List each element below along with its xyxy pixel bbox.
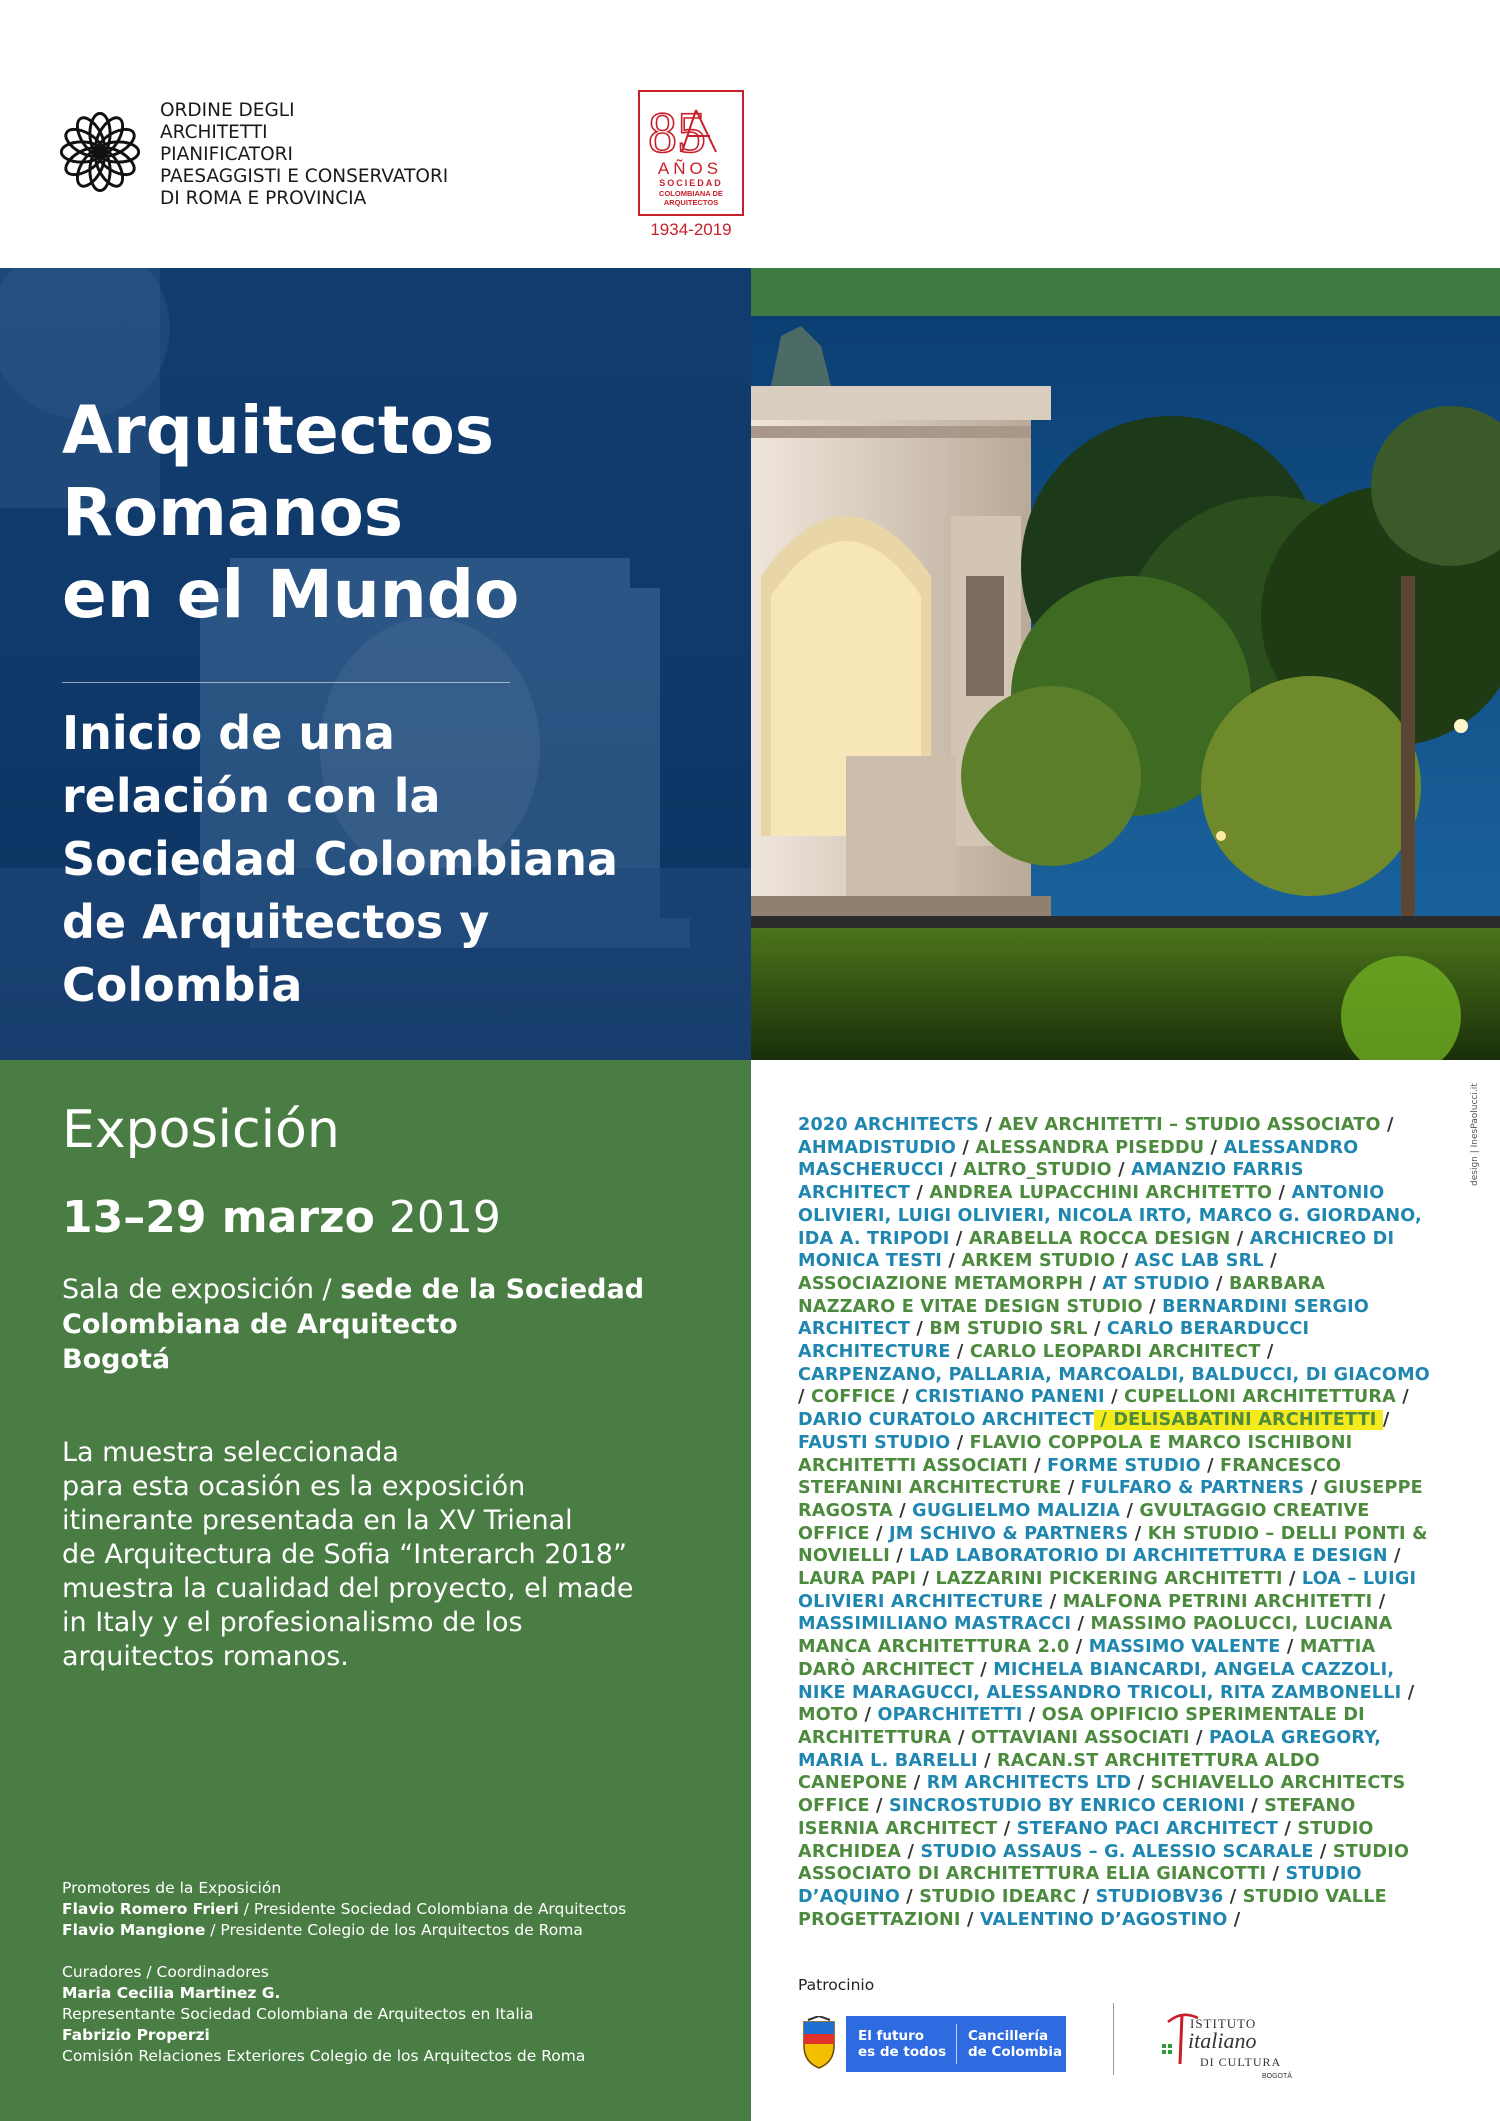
- participants-line: [798, 1318, 1448, 1341]
- participant-name: LOA – LUIGI: [1301, 1569, 1417, 1590]
- participants-line: [798, 1477, 1448, 1500]
- participant-name: MATTIA: [1299, 1637, 1376, 1658]
- participant-name: STEFANO PACI ARCHITECT: [1016, 1818, 1279, 1839]
- description-line: de Arquitectura de Sofia “Interarch 2018”: [62, 1539, 627, 1570]
- rosette-logo-icon: [54, 106, 146, 198]
- participant-name: BERNARDINI SERGIO: [1162, 1296, 1370, 1317]
- oar-line: ORDINE DEGLI: [160, 100, 295, 121]
- separator: /: [1200, 1455, 1221, 1476]
- participant-name: LAURA PAPI: [798, 1569, 917, 1590]
- participant-name: ALTRO_STUDIO: [963, 1160, 1112, 1181]
- patrocinio-divider: [1113, 2003, 1114, 2075]
- iic-line: italiano: [1188, 2028, 1257, 2053]
- separator: /: [1382, 1410, 1390, 1431]
- participants-line: [798, 1250, 1448, 1273]
- separator: /: [1069, 1637, 1089, 1658]
- sca-line: SOCIEDAD: [659, 178, 723, 188]
- participant-name: AEV ARCHITETTI – STUDIO ASSOCIATO: [998, 1115, 1381, 1135]
- separator: /: [910, 1183, 930, 1204]
- sca-anos: AÑOS: [657, 159, 723, 178]
- participants-line: [798, 1613, 1448, 1636]
- separator: /: [798, 1387, 811, 1408]
- participant-name: FRANCESCO: [1220, 1455, 1342, 1476]
- participant-name: PROGETTAZIONI: [798, 1909, 961, 1930]
- ordine-architetti-name: [160, 100, 500, 210]
- separator: /: [1115, 1251, 1135, 1272]
- participants-line: [798, 1682, 1448, 1705]
- separator: /: [973, 1659, 994, 1680]
- participant-name: ARABELLA ROCCA DESIGN: [968, 1228, 1231, 1249]
- dates-range: 13–29 marzo: [62, 1192, 375, 1243]
- participant-name: FULFARO & PARTNERS: [1080, 1478, 1305, 1499]
- separator: /: [889, 1546, 910, 1567]
- separator: /: [942, 1251, 962, 1272]
- participants-line: [798, 1273, 1448, 1296]
- separator: /: [949, 1228, 969, 1249]
- separator: /: [950, 1342, 970, 1363]
- participants-line: [798, 1636, 1448, 1659]
- separator: /: [1380, 1115, 1394, 1135]
- oar-line: DI ROMA E PROVINCIA: [160, 188, 367, 209]
- participants-line: [798, 1523, 1448, 1546]
- participants-line: [798, 1205, 1448, 1228]
- participants-line: [798, 1545, 1448, 1568]
- participant-name: ASSOCIATO DI ARCHITETTURA ELIA GIANCOTTI: [798, 1864, 1267, 1885]
- sca-years: 1934-2019: [650, 220, 732, 239]
- participant-name: MASCHERUCCI: [798, 1160, 944, 1181]
- participant-name: STUDIOBV36: [1095, 1886, 1224, 1907]
- participant-name: STEFANINI ARCHITECTURE: [798, 1478, 1062, 1499]
- participants-line: [798, 1137, 1448, 1160]
- participant-name: SCHIAVELLO ARCHITECTS: [1150, 1773, 1406, 1794]
- participant-name: OLIVIERI, LUIGI OLIVIERI, NICOLA IRTO, MARCO G. GIORDANO,: [798, 1205, 1422, 1226]
- participants-line: [798, 1159, 1448, 1182]
- participants-line: [798, 1455, 1448, 1478]
- title-line: Arquitectos: [62, 392, 495, 469]
- curador-name: Fabrizio Properzi: [62, 2026, 210, 2044]
- curador-role: Representante Sociedad Colombiana de Arquitectos en Italia: [62, 2005, 534, 2023]
- patrocinio-label: Patrocinio: [798, 1976, 875, 1994]
- participants-line: [798, 1591, 1448, 1614]
- separator: /: [1223, 1886, 1243, 1907]
- promotor-role: / Presidente Colegio de los Arquitectos de Roma: [205, 1921, 583, 1939]
- separator: /: [1304, 1478, 1324, 1499]
- gov-line: de Colombia: [968, 2044, 1063, 2060]
- participants-line: [798, 1364, 1448, 1387]
- separator: /: [1043, 1591, 1063, 1612]
- title-line: Romanos: [62, 474, 404, 551]
- participants-line: [798, 1341, 1448, 1364]
- curador-name: Maria Cecilia Martinez G.: [62, 1984, 281, 2002]
- participant-name: FLAVIO COPPOLA E MARCO ISCHIBONI: [969, 1432, 1353, 1453]
- participant-name: DARÒ ARCHITECT: [798, 1659, 974, 1680]
- participant-name: RACAN.ST ARCHITETTURA ALDO: [997, 1750, 1320, 1771]
- participant-name: MONICA TESTI: [798, 1251, 943, 1272]
- separator: /: [1372, 1591, 1386, 1612]
- participants-line: [798, 1114, 1448, 1137]
- participant-name: PAOLA GREGORY,: [1208, 1727, 1382, 1748]
- participant-name: CARLO LEOPARDI ARCHITECT: [969, 1342, 1261, 1363]
- separator: /: [1142, 1296, 1163, 1317]
- gov-line: El futuro: [858, 2028, 925, 2044]
- participant-name: OTTAVIANI ASSOCIATI: [970, 1727, 1190, 1748]
- participant-name: FORME STUDIO: [1047, 1455, 1201, 1476]
- participants-line: [798, 1500, 1448, 1523]
- participant-name: VALENTINO D’AGOSTINO: [979, 1909, 1228, 1930]
- separator: /: [916, 1569, 936, 1590]
- separator: /: [943, 1160, 964, 1181]
- participant-name: ARCHICREO DI: [1249, 1228, 1395, 1249]
- participants-line: [798, 1228, 1448, 1251]
- separator: /: [1263, 1251, 1277, 1272]
- participant-name: ARCHITECTURE: [798, 1342, 951, 1363]
- separator: /: [1387, 1546, 1401, 1567]
- separator: /: [1083, 1273, 1103, 1294]
- exhibition-dates: [62, 1192, 501, 1244]
- participant-name: STUDIO: [1285, 1864, 1362, 1885]
- separator: /: [1209, 1273, 1229, 1294]
- participant-name: STUDIO VALLE: [1242, 1886, 1387, 1907]
- separator: /: [1111, 1160, 1132, 1181]
- venue-block: [62, 1272, 742, 1377]
- info-panel: [0, 1060, 751, 2121]
- participant-name: ARCHITECT: [798, 1183, 911, 1204]
- participant-name: ARKEM STUDIO: [961, 1251, 1116, 1272]
- participant-name: MICHELA BIANCARDI, ANGELA CAZZOLI,: [993, 1659, 1395, 1680]
- separator: /: [1244, 1796, 1265, 1817]
- participants-line: [798, 1409, 1448, 1432]
- promotor-name: Flavio Romero Frieri: [62, 1900, 239, 1918]
- participant-name: KH STUDIO – DELLI PONTI &: [1147, 1523, 1428, 1544]
- participant-name: BM STUDIO SRL: [929, 1319, 1088, 1340]
- participant-name: FAUSTI STUDIO: [798, 1432, 951, 1453]
- participants-line: [798, 1863, 1448, 1886]
- separator: /: [1278, 1818, 1298, 1839]
- separator: /: [979, 1115, 999, 1135]
- separator: /: [1027, 1455, 1048, 1476]
- subtitle-line: Colombia: [62, 958, 303, 1012]
- subtitle-line: relación con la: [62, 769, 441, 823]
- participants-list: [798, 1114, 1448, 1931]
- participant-name: LAZZARINI PICKERING ARCHITETTI: [935, 1569, 1283, 1590]
- separator: /: [950, 1432, 970, 1453]
- separator: /: [1120, 1500, 1140, 1521]
- participant-name: MOTO: [798, 1705, 859, 1726]
- participant-name: OPARCHITETTI: [877, 1705, 1023, 1726]
- participant-name: COFFICE: [810, 1387, 896, 1408]
- iic-line: ISTITUTO: [1190, 2016, 1257, 2031]
- separator: /: [1076, 1886, 1096, 1907]
- subtitle-line: de Arquitectos y: [62, 895, 490, 949]
- description-line: La muestra seleccionada: [62, 1437, 399, 1468]
- palazzo-night-photo: [751, 316, 1500, 1060]
- participant-name: AHMADISTUDIO: [798, 1137, 957, 1158]
- participant-name: SINCROSTUDIO BY ENRICO CERIONI: [888, 1796, 1245, 1817]
- separator: /: [1022, 1705, 1042, 1726]
- participants-line: [798, 1659, 1448, 1682]
- separator: /: [1313, 1841, 1333, 1862]
- separator: /: [901, 1841, 921, 1862]
- promotores-label: Promotores de la Exposición: [62, 1879, 282, 1897]
- participant-name: MARIA L. BARELLI: [798, 1750, 978, 1771]
- separator: /: [907, 1773, 927, 1794]
- separator: /: [1189, 1727, 1209, 1748]
- separator: /: [1282, 1569, 1302, 1590]
- participants-line: [798, 1432, 1448, 1455]
- venue-city: Bogotá: [62, 1344, 171, 1375]
- oar-line: PIANIFICATORI: [160, 144, 293, 165]
- title-divider: [62, 682, 510, 683]
- participants-line: [798, 1818, 1448, 1841]
- participant-name: GVULTAGGIO CREATIVE: [1139, 1500, 1370, 1521]
- gov-divider: [956, 2024, 957, 2064]
- separator: /: [1395, 1387, 1409, 1408]
- participants-line: [798, 1182, 1448, 1205]
- dates-year: 2019: [388, 1192, 501, 1243]
- participant-name: ISERNIA ARCHITECT: [798, 1818, 998, 1839]
- description-line: muestra la cualidad del proyecto, el made: [62, 1573, 634, 1604]
- separator: /: [892, 1500, 913, 1521]
- participant-name: OLIVIERI ARCHITECTURE: [798, 1591, 1044, 1612]
- exhibition-title: [62, 390, 702, 636]
- participants-line: [798, 1795, 1448, 1818]
- separator: /: [858, 1705, 878, 1726]
- subtitle-line: Inicio de una: [62, 706, 395, 760]
- participant-name: MANCA ARCHITETTURA 2.0: [798, 1637, 1070, 1658]
- separator: /: [951, 1727, 971, 1748]
- separator: /: [1230, 1228, 1250, 1249]
- participants-line: [798, 1750, 1448, 1773]
- venue-line: Colombiana de Arquitecto: [62, 1309, 458, 1340]
- participant-name: STUDIO: [1297, 1818, 1374, 1839]
- separator: /: [1280, 1637, 1300, 1658]
- participant-name: LAD LABORATORIO DI ARCHITETTURA E DESIGN: [909, 1546, 1388, 1567]
- description-line: in Italy y el profesionalismo de los: [62, 1607, 523, 1638]
- participant-name: ALESSANDRO: [1223, 1137, 1359, 1158]
- participant-name: OFFICE: [798, 1523, 870, 1544]
- separator: /: [1104, 1387, 1125, 1408]
- participants-line: [798, 1841, 1448, 1864]
- separator: /: [1266, 1864, 1286, 1885]
- header: [0, 0, 1500, 268]
- sca-line: ARQUITECTOS: [663, 198, 719, 207]
- description-line: para esta ocasión es la exposición: [62, 1471, 526, 1502]
- participants-line: [798, 1886, 1448, 1909]
- participant-name: RM ARCHITECTS LTD: [926, 1773, 1132, 1794]
- venue-line: sede de la Sociedad: [340, 1274, 645, 1305]
- participant-name: ANDREA LUPACCHINI ARCHITETTO: [929, 1183, 1273, 1204]
- description-line: itinerante presentada en la XV Trienal: [62, 1505, 573, 1536]
- separator: /: [910, 1319, 930, 1340]
- participant-name: AT STUDIO: [1102, 1273, 1210, 1294]
- iic-line: BOGOTÁ: [1262, 2073, 1292, 2080]
- separator: /: [1071, 1614, 1091, 1635]
- separator: /: [1227, 1909, 1241, 1930]
- separator: /: [899, 1886, 920, 1907]
- participant-name: ARCHITECT: [798, 1319, 911, 1340]
- participant-name: D’AQUINO: [798, 1886, 900, 1907]
- participant-name: OFFICE: [798, 1796, 870, 1817]
- description-line: arquitectos romanos.: [62, 1641, 349, 1672]
- separator: /: [869, 1523, 889, 1544]
- subtitle-line: Sociedad Colombiana: [62, 832, 619, 886]
- sca-85-anos-logo: [638, 90, 748, 240]
- participant-name: CARPENZANO, PALLARIA, MARCOALDI, BALDUCCI, DI GIACOMO: [798, 1364, 1430, 1385]
- promotor-role: / Presidente Sociedad Colombiana de Arquitectos: [238, 1900, 627, 1918]
- participant-name: CANEPONE: [798, 1773, 908, 1794]
- participants-line: [798, 1772, 1448, 1795]
- participant-name: ARCHITETTURA: [798, 1727, 952, 1748]
- participant-name: ASSOCIAZIONE METAMORPH: [798, 1273, 1084, 1294]
- separator: /: [997, 1818, 1017, 1839]
- photo-top-band: [751, 268, 1500, 316]
- participants-line: [798, 1568, 1448, 1591]
- participant-name: 2020 ARCHITECTS: [798, 1115, 980, 1135]
- participant-name: MASSIMO PAOLUCCI, LUCIANA: [1090, 1614, 1393, 1635]
- venue-prefix: Sala de exposición /: [62, 1274, 332, 1305]
- participant-name: GIUSEPPE: [1323, 1478, 1423, 1499]
- design-credit: design | InesPaolucci.it: [1470, 1083, 1480, 1186]
- participant-name: / DELISABATINI ARCHITETTI: [1094, 1410, 1383, 1431]
- title-panel: [0, 268, 751, 1060]
- participants-line: [798, 1727, 1448, 1750]
- separator: /: [869, 1796, 889, 1817]
- separator: /: [1272, 1183, 1292, 1204]
- participant-name: IDA A. TRIPODI: [798, 1228, 950, 1249]
- credits-block: [62, 1878, 742, 2067]
- separator: /: [956, 1137, 976, 1158]
- participant-name: JM SCHIVO & PARTNERS: [888, 1523, 1129, 1544]
- participant-name: CARLO BERARDUCCI: [1106, 1319, 1310, 1340]
- participant-name: ALESSANDRA PISEDDU: [975, 1137, 1205, 1158]
- separator: /: [895, 1387, 916, 1408]
- participant-name: ANTONIO: [1291, 1183, 1385, 1204]
- participant-name: CUPELLONI ARCHITETTURA: [1124, 1387, 1396, 1408]
- participant-name: MALFONA PETRINI ARCHITETTI: [1062, 1591, 1373, 1612]
- participant-name: NOVIELLI: [798, 1546, 890, 1567]
- exhibition-subtitle: [62, 702, 742, 1017]
- separator: /: [1087, 1319, 1107, 1340]
- participants-line: [798, 1909, 1448, 1932]
- colombia-coat-of-arms-icon: [798, 2016, 840, 2072]
- separator: /: [960, 1909, 980, 1930]
- participant-name: ASC LAB SRL: [1134, 1251, 1264, 1272]
- participant-name: STUDIO ASSAUS – G. ALESSIO SCARALE: [920, 1841, 1314, 1862]
- participant-name: NAZZARO E VITAE DESIGN STUDIO: [798, 1296, 1143, 1317]
- curadores-label: Curadores / Coordinadores: [62, 1963, 269, 1981]
- separator: /: [1128, 1523, 1148, 1544]
- separator: /: [1401, 1682, 1415, 1703]
- sca-number: 85: [648, 100, 706, 165]
- iic-line: DI CULTURA: [1200, 2055, 1282, 2069]
- separator: /: [1204, 1137, 1224, 1158]
- promotor-name: Flavio Mangione: [62, 1921, 206, 1939]
- separator: /: [1061, 1478, 1081, 1499]
- cancilleria-logo: [798, 2016, 1068, 2072]
- gov-brand-box: [846, 2016, 1066, 2072]
- participant-name: RAGOSTA: [798, 1500, 893, 1521]
- title-line: en el Mundo: [62, 556, 520, 633]
- participant-name: NIKE MARAGUCCI, ALESSANDRO TRICOLI, RITA ZAMBONELLI: [798, 1682, 1402, 1703]
- participants-line: [798, 1704, 1448, 1727]
- sca-line: COLOMBIANA DE: [659, 189, 723, 198]
- participant-name: ARCHITETTI ASSOCIATI: [798, 1455, 1028, 1476]
- exposicion-heading: Exposición: [62, 1100, 340, 1160]
- participant-name: STUDIO IDEARC: [919, 1886, 1077, 1907]
- oar-line: PAESAGGISTI E CONSERVATORI: [160, 166, 449, 187]
- participant-name: STEFANO: [1264, 1796, 1356, 1817]
- participants-line: [798, 1386, 1448, 1409]
- participant-name: BARBARA: [1228, 1273, 1326, 1294]
- participant-name: STUDIO: [1332, 1841, 1410, 1862]
- curador-role: Comisión Relaciones Exteriores Colegio de los Arquitectos de Roma: [62, 2047, 586, 2065]
- participant-name: GUGLIELMO MALIZIA: [912, 1500, 1121, 1521]
- oar-line: ARCHITETTI: [160, 122, 268, 143]
- gov-line: Cancillería: [968, 2028, 1049, 2044]
- participant-name: ARCHIDEA: [798, 1841, 902, 1862]
- separator: /: [1260, 1342, 1274, 1363]
- participant-name: AMANZIO FARRIS: [1131, 1160, 1304, 1181]
- istituto-italiano-cultura-logo: [1158, 2008, 1298, 2084]
- gov-line: es de todos: [858, 2044, 947, 2060]
- participant-name: MASSIMILIANO MASTRACCI: [798, 1614, 1072, 1635]
- separator: /: [1131, 1773, 1151, 1794]
- participant-name: DARIO CURATOLO ARCHITECT: [798, 1410, 1095, 1431]
- participant-name: MASSIMO VALENTE: [1088, 1637, 1281, 1658]
- exhibition-description: [62, 1436, 722, 1674]
- participants-line: [798, 1296, 1448, 1319]
- participant-name: OSA OPIFICIO SPERIMENTALE DI: [1041, 1705, 1365, 1726]
- separator: /: [977, 1750, 998, 1771]
- participant-name: CRISTIANO PANENI: [915, 1387, 1105, 1408]
